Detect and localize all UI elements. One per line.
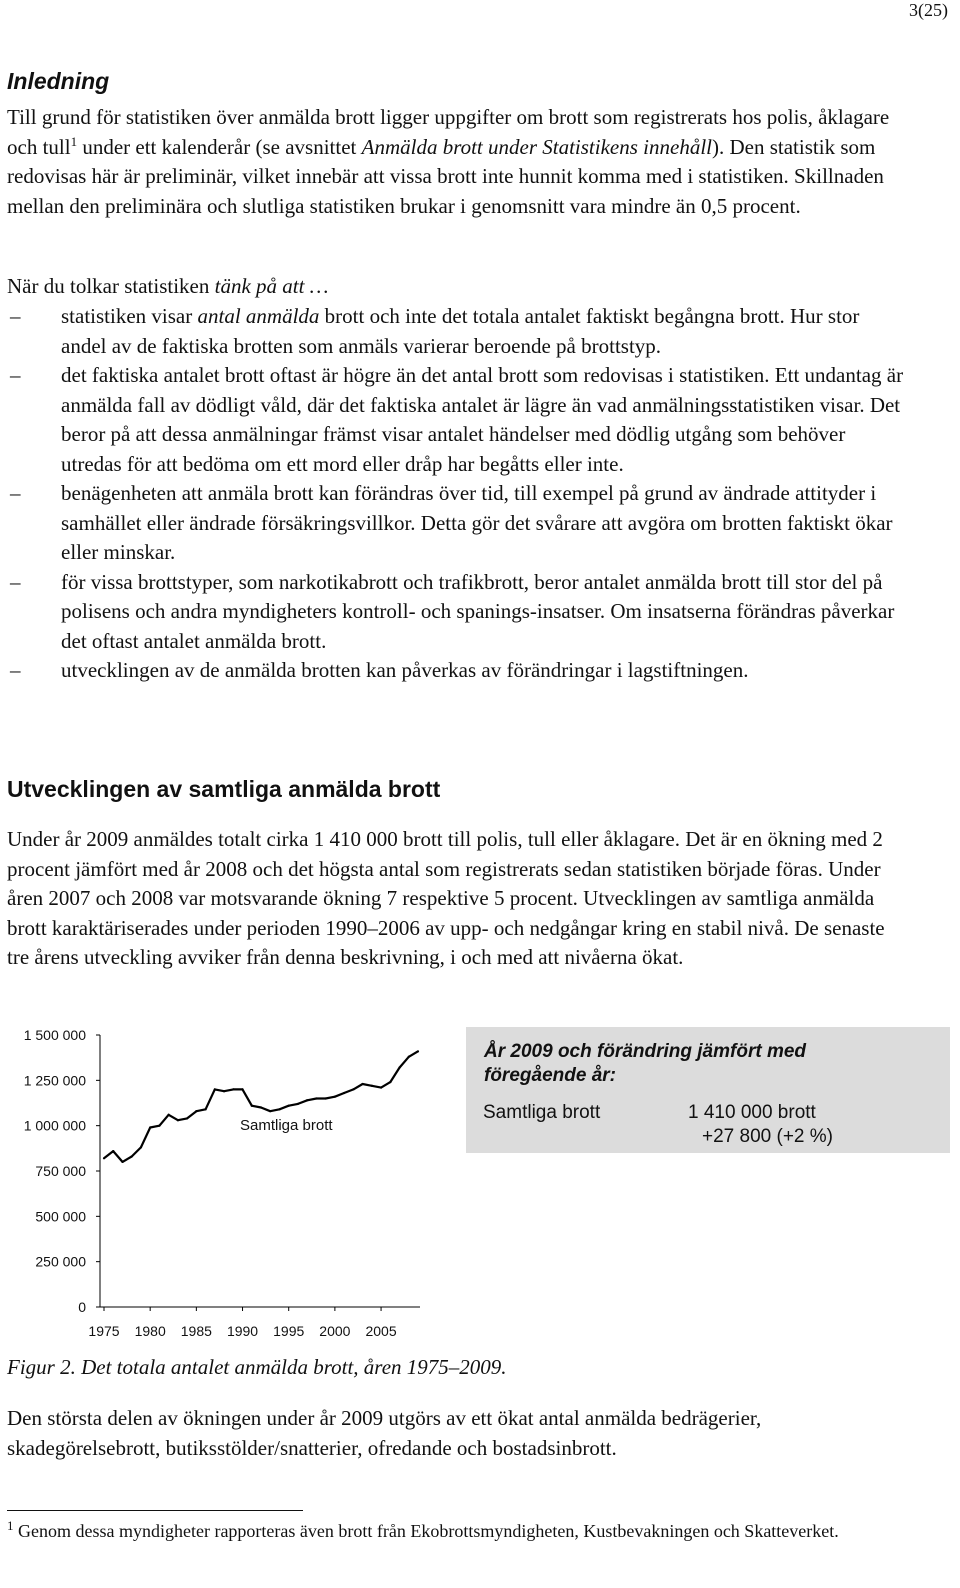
summary-change: +27 800 (+2 %): [702, 1126, 833, 1147]
data-point: [241, 1088, 243, 1090]
data-point: [278, 1108, 280, 1110]
summary-label: Samtliga brott: [483, 1102, 601, 1123]
data-point: [361, 1083, 363, 1085]
data-point: [260, 1106, 262, 1108]
data-point: [214, 1088, 216, 1090]
data-point: [131, 1155, 133, 1157]
data-point: [251, 1105, 253, 1107]
chart-svg: [0, 1015, 440, 1345]
intro-text-mid: under ett kalenderår (se avsnittet: [77, 134, 362, 159]
x-tick-label: 1990: [226, 1323, 259, 1339]
list-item-text: det faktiska antalet brott oftast är högre än det antal brott som redovisas i statistiken. Ett undantag är anmälda fall av dödligt våld, där det faktiska antalet är lägre än vad anmälningsstatistiken visar. Det beror på att dessa anmälningar främst visar antalet händelser med dödlig utgång som behöver utredas för att bedöma om ett mord eller dråp har begåtts eller inte.: [61, 363, 904, 476]
data-point: [204, 1108, 206, 1110]
caveat-lead-italic: tänk på att …: [214, 274, 329, 298]
y-tick-label: 1 250 000: [23, 1072, 86, 1089]
data-point: [103, 1157, 105, 1159]
data-point: [315, 1097, 317, 1099]
data-point: [325, 1097, 327, 1099]
footnote-divider: [7, 1510, 303, 1511]
intro-text-start: Till grund för statistiken över anmälda brott ligger uppgifter om brott som registrerats hos polis, åklagare och tull: [7, 105, 890, 159]
y-tick-label: 750 000: [35, 1163, 86, 1179]
y-tick-label: 250 000: [35, 1253, 86, 1270]
dash-bullet: –: [10, 569, 21, 594]
list-item-text: benägenheten att anmäla brott kan förändras över tid, till exempel på grund av ändrade attityder i samhället eller ändrade försäkringsvillkor. Detta gör det svårare att avgöra om brotten faktiskt ökar eller minskar.: [61, 481, 893, 564]
data-point: [408, 1056, 410, 1058]
intro-paragraph: [7, 103, 907, 221]
y-tick-label: 500 000: [35, 1208, 86, 1225]
list-item: [7, 479, 907, 568]
data-point: [352, 1088, 354, 1090]
data-point: [140, 1146, 142, 1148]
data-point: [186, 1117, 188, 1119]
data-point: [177, 1119, 179, 1121]
list-item: [7, 568, 907, 657]
dash-bullet: –: [10, 363, 21, 387]
summary-title: År 2009 och förändring jämfört med föregående år:: [484, 1041, 807, 1086]
data-point: [232, 1088, 234, 1090]
summary-box: [466, 1027, 950, 1153]
data-point: [269, 1110, 271, 1112]
data-point: [149, 1126, 151, 1128]
footnote-reference: 1: [70, 133, 78, 149]
y-tick-label: 0: [78, 1299, 86, 1315]
data-point: [371, 1085, 373, 1087]
list-item-text: statistiken visar: [61, 304, 198, 328]
closing-paragraph: Den största delen av ökningen under år 2009 utgörs av ett ökat antal anmälda bedrägerier, skadegörelsebrott, butiksstölder/snatterier, ofredande och bostadsinbrott.: [7, 1406, 762, 1460]
intro-heading: Inledning: [7, 68, 110, 94]
x-tick-label: 1975: [88, 1323, 120, 1339]
x-tick-label: 2000: [319, 1323, 351, 1339]
caveat-lead: [7, 272, 907, 302]
list-item-italic: antal anmälda: [197, 304, 320, 328]
caveat-lead-text: När du tolkar statistiken: [7, 274, 215, 298]
intro-text-end: ). Den statistik som redovisas här är preliminär, vilket innebär att vissa brott inte hunnit komma med i statistiken. Skillnaden mellan den preliminära och slutliga statistiken brukar i genomsnitt vara mindre än 0,5 procent.: [7, 134, 884, 218]
summary-value: 1 410 000 brott: [688, 1102, 816, 1123]
data-point: [158, 1125, 160, 1127]
data-point: [343, 1092, 345, 1094]
caveat-list: [7, 302, 907, 686]
data-point: [297, 1103, 299, 1105]
dash-bullet: –: [10, 658, 21, 682]
footnote: [7, 1519, 907, 1544]
data-point: [306, 1099, 308, 1101]
x-tick-label: 1995: [273, 1323, 305, 1339]
data-point: [168, 1114, 170, 1116]
x-tick-label: 2005: [365, 1323, 397, 1339]
footnote-number: 1: [7, 1518, 14, 1533]
intro-section-reference: Anmälda brott under Statistikens innehåll: [361, 134, 712, 159]
list-item: [7, 361, 907, 479]
data-point: [389, 1081, 391, 1083]
list-item-text: för vissa brottstyper, som narkotikabrott och trafikbrott, beror antalet anmälda brott till stor del på polisens och andra myndigheters kontroll- och spanings-insatser. Om insatserna förändras påverkar det oftast antalet anmälda brott.: [61, 569, 895, 653]
chart: [0, 1015, 440, 1345]
data-point: [223, 1090, 225, 1092]
list-item-text: brott och inte det totala antalet faktiskt begångna brott. Hur stor andel av de faktiska brotten som anmäls varierar beroende på brottstyp.: [61, 304, 860, 358]
data-point: [417, 1050, 419, 1052]
development-heading: Utvecklingen av samtliga anmälda brott: [7, 776, 441, 802]
footnote-text: Genom dessa myndigheter rapporteras även brott från Ekobrottsmyndigheten, Kustbevakningen och Skatteverket.: [13, 1521, 839, 1541]
y-tick-label: 1 500 000: [23, 1027, 86, 1043]
list-item: [7, 302, 907, 361]
figure-caption: Figur 2. Det totala antalet anmälda brott, åren 1975–2009.: [7, 1355, 507, 1379]
x-tick-label: 1980: [134, 1323, 166, 1339]
data-point: [112, 1150, 114, 1152]
y-tick-label: 1 000 000: [23, 1117, 86, 1134]
data-point: [380, 1086, 382, 1088]
data-point: [334, 1096, 336, 1098]
series-label: Samtliga brott: [240, 1117, 333, 1134]
dash-bullet: –: [10, 481, 21, 505]
list-item-text: utvecklingen av de anmälda brotten kan påverkas av förändringar i lagstiftningen.: [61, 658, 749, 682]
list-item: [7, 656, 907, 686]
data-point: [398, 1067, 400, 1069]
data-point: [121, 1161, 123, 1163]
page-number: 3(25): [909, 0, 948, 20]
x-tick-label: 1985: [180, 1323, 212, 1339]
data-point: [195, 1110, 197, 1112]
data-point: [288, 1105, 290, 1107]
development-paragraph: Under år 2009 anmäldes totalt cirka 1 410 000 brott till polis, tull eller åklagare. Det är en ökning med 2 procent jämfört med år 2008 och det högsta antal som registrerats sedan statistiken började föras. Under åren 2007 och 2008 var motsvarande ökning 7 respektive 5 procent. Utvecklingen av samtliga anmälda brott karaktäriserades under perioden 1990–2006 av upp- och nedgångar kring en stabil nivå. De senaste tre årens utveckling avviker från denna beskrivning, i och med att nivåerna ökat.: [7, 827, 885, 969]
dash-bullet: –: [10, 304, 21, 328]
